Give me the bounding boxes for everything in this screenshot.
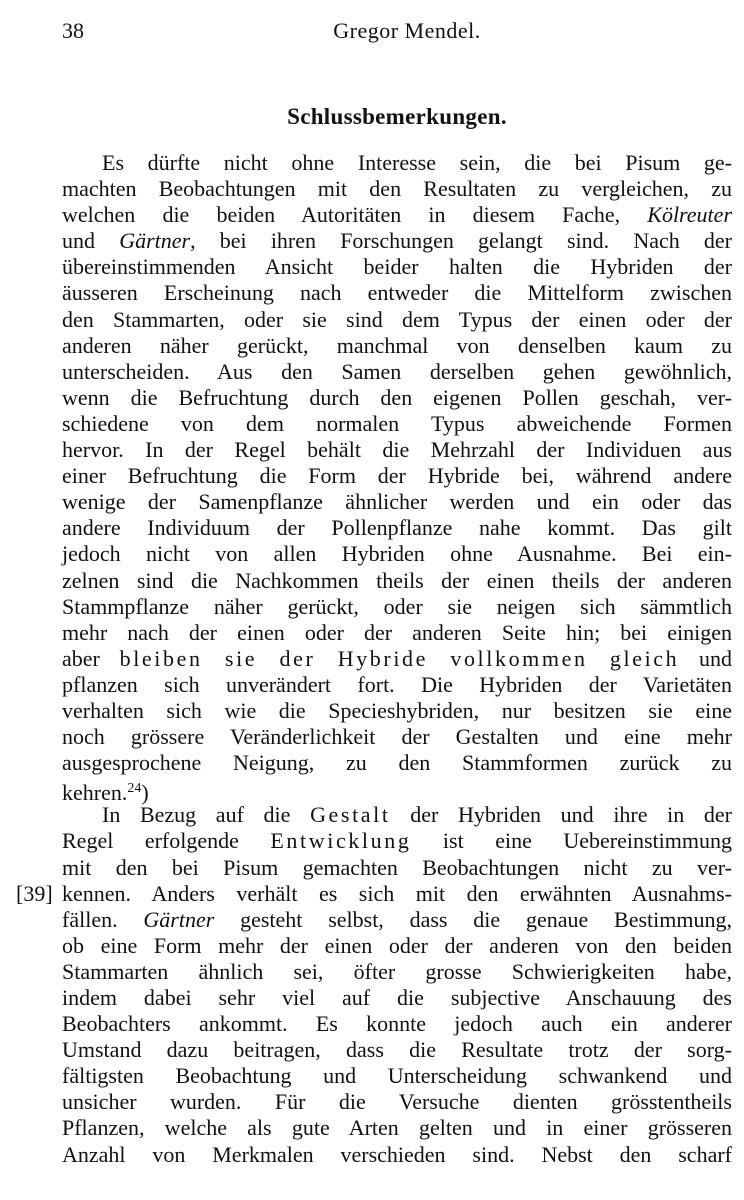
line-text: machten Beobachtungen mit den Resultaten zu vergleichen, zu bbox=[62, 176, 732, 202]
body-text bbox=[62, 150, 732, 1168]
line-text: Es dürfte nicht ohne Interesse sein, die bei Pisum ge- bbox=[102, 150, 732, 175]
text-line bbox=[62, 411, 732, 437]
text-line bbox=[62, 150, 732, 176]
line-text: kennen. Anders verhält es sich mit den erwähnten Ausnahms- bbox=[62, 880, 732, 906]
line-text: Umstand dazu beitragen, dass die Resultate trotz der sorg- bbox=[62, 1037, 732, 1063]
italic-name: Gärtner bbox=[143, 906, 215, 932]
text-line bbox=[62, 881, 732, 907]
text-line bbox=[62, 307, 732, 333]
line-text: unterscheiden. Aus den Samen derselben gehen gewöhnlich, bbox=[62, 358, 732, 384]
italic-name: Kölreuter bbox=[647, 202, 732, 228]
text-line bbox=[62, 672, 732, 698]
line-text: Beobachters ankommt. Es konnte jedoch auch ein anderer bbox=[62, 1011, 732, 1037]
text-line bbox=[62, 280, 732, 306]
italic-name: Gärtner bbox=[119, 228, 191, 254]
line-text: aber bbox=[62, 645, 120, 671]
text-line bbox=[62, 1011, 732, 1037]
line-text: ) bbox=[141, 780, 149, 806]
line-text: jedoch nicht von allen Hybriden ohne Ausnahme. Bei ein- bbox=[62, 541, 732, 567]
text-line bbox=[62, 750, 732, 776]
text-line bbox=[62, 1037, 732, 1063]
line-text: indem dabei sehr viel auf die subjective Anschauung des bbox=[62, 985, 732, 1010]
text-line bbox=[62, 776, 732, 806]
text-line bbox=[62, 515, 732, 541]
line-text: verhalten sich wie die Specieshybriden, nur besitzen sie eine bbox=[62, 697, 732, 723]
text-line bbox=[62, 489, 732, 515]
text-line bbox=[62, 1115, 732, 1141]
emphasized-text: Gestalt bbox=[310, 802, 391, 828]
text-line bbox=[62, 1089, 732, 1115]
line-text: Regel erfolgende bbox=[62, 828, 271, 854]
line-text: den Stammarten, oder sie sind dem Typus der einen oder der bbox=[62, 306, 732, 332]
line-text: ist eine Uebereinstimmung bbox=[411, 828, 732, 854]
line-text: und bbox=[62, 228, 120, 254]
line-text: In Bezug auf die bbox=[102, 802, 311, 828]
line-text: der Hybriden und ihre in der bbox=[390, 802, 733, 828]
text-line bbox=[62, 855, 732, 881]
line-text: Anzahl von Merkmalen verschieden sind. Nebst den scharf bbox=[62, 1141, 732, 1167]
line-text: unsicher wurden. Für die Versuche dienten grösstentheils bbox=[62, 1089, 732, 1115]
line-text: äusseren Erscheinung nach entweder die Mittelform zwischen bbox=[62, 280, 732, 306]
line-text: wenn die Befruchtung durch den eigenen Pollen geschah, ver- bbox=[62, 384, 732, 410]
line-text: fällen. bbox=[62, 906, 144, 932]
text-line bbox=[62, 202, 732, 228]
text-line bbox=[62, 985, 732, 1011]
line-text: Stammpflanze näher gerückt, oder sie neigen sich sämmtlich bbox=[62, 593, 732, 619]
section-title: Schlussbemerkungen. bbox=[287, 104, 507, 129]
text-line bbox=[62, 620, 732, 646]
line-text: pflanzen sich unverändert fort. Die Hybriden der Varietäten bbox=[62, 671, 732, 697]
text-line bbox=[62, 463, 732, 489]
line-text: Pflanzen, welche als gute Arten gelten und in einer grösseren bbox=[62, 1115, 732, 1141]
line-text: einer Befruchtung die Form der Hybride bei, während andere bbox=[62, 463, 732, 489]
text-line bbox=[62, 541, 732, 567]
running-head: Gregor Mendel. bbox=[333, 18, 481, 43]
line-text: hervor. In der Regel behält die Mehrzahl der Individuen aus bbox=[62, 437, 732, 463]
text-line bbox=[62, 385, 732, 411]
line-text: anderen näher gerückt, manchmal von denselben kaum zu bbox=[62, 332, 732, 358]
page-number: 38 bbox=[62, 18, 84, 43]
text-line bbox=[62, 1063, 732, 1089]
line-text: welchen die beiden Autoritäten in diesem Fache, bbox=[62, 202, 648, 228]
line-text: wenige der Samenpflanze ähnlicher werden und ein oder das bbox=[62, 489, 732, 515]
original-page-marker: [39] bbox=[16, 881, 53, 906]
emphasized-text: Entwicklung bbox=[270, 828, 412, 854]
text-line bbox=[62, 724, 732, 750]
emphasized-text: bleiben sie der Hybride vollkommen gleich bbox=[119, 645, 680, 671]
line-text: schiedene von dem normalen Typus abweichende Formen bbox=[62, 410, 732, 436]
line-text: gesteht selbst, dass die genaue Bestimmung, bbox=[214, 906, 732, 932]
text-line bbox=[62, 568, 732, 594]
text-line bbox=[62, 359, 732, 385]
line-text: noch grössere Veränderlichkeit der Gestalten und eine mehr bbox=[62, 724, 732, 750]
footnote-reference: 24 bbox=[127, 781, 142, 797]
text-line bbox=[62, 933, 732, 959]
line-text: und bbox=[679, 645, 733, 671]
text-line bbox=[62, 254, 732, 280]
line-text: andere Individuum der Pollenpflanze nahe kommt. Das gilt bbox=[62, 515, 732, 541]
line-text: zelnen sind die Nachkommen theils der einen theils der anderen bbox=[62, 567, 732, 593]
text-line bbox=[62, 646, 732, 672]
page-header bbox=[62, 18, 732, 52]
text-line bbox=[62, 802, 732, 828]
line-text: mehr nach der einen oder der anderen Seite hin; bei einigen bbox=[62, 619, 732, 645]
line-text: kehren. bbox=[62, 780, 128, 806]
line-text: ausgesprochene Neigung, zu den Stammformen zurück zu bbox=[62, 750, 732, 776]
text-line bbox=[62, 594, 732, 620]
text-line bbox=[62, 228, 732, 254]
line-text: übereinstimmenden Ansicht beider halten die Hybriden der bbox=[62, 254, 732, 280]
text-line bbox=[62, 959, 732, 985]
line-text: , bei ihren Forschungen gelangt sind. Nach der bbox=[190, 228, 733, 254]
line-text: ob eine Form mehr der einen oder der anderen von den beiden bbox=[62, 932, 732, 958]
text-line bbox=[62, 1142, 732, 1168]
text-line bbox=[62, 333, 732, 359]
text-line bbox=[62, 437, 732, 463]
text-line bbox=[62, 698, 732, 724]
text-line bbox=[62, 907, 732, 933]
text-line bbox=[62, 176, 732, 202]
line-text: mit den bei Pisum gemachten Beobachtungen nicht zu ver- bbox=[62, 854, 732, 880]
line-text: Stammarten ähnlich sei, öfter grosse Schwierigkeiten habe, bbox=[62, 958, 732, 984]
line-text: fältigsten Beobachtung und Unterscheidung schwankend und bbox=[62, 1063, 732, 1089]
text-line bbox=[62, 828, 732, 854]
